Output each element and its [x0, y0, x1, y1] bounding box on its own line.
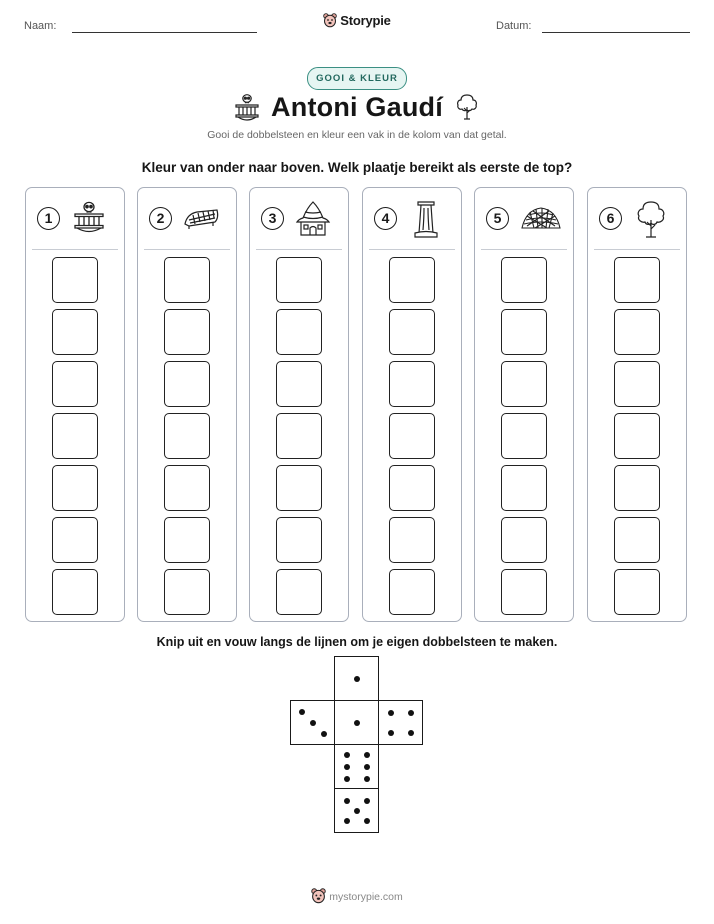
column-number: 2: [149, 207, 172, 230]
color-box[interactable]: [389, 465, 435, 511]
color-box[interactable]: [501, 361, 547, 407]
bear-icon: [323, 13, 337, 31]
color-box[interactable]: [276, 517, 322, 563]
color-box[interactable]: [52, 413, 98, 459]
color-box[interactable]: [614, 569, 660, 615]
color-box[interactable]: [614, 257, 660, 303]
color-box[interactable]: [164, 361, 210, 407]
column-divider: [594, 249, 680, 250]
die-face: [334, 700, 379, 745]
bear-icon: [311, 888, 326, 907]
column-divider: [32, 249, 118, 250]
cut-instruction: Knip uit en vouw langs de lijnen om je eigen dobbelsteen te maken.: [156, 635, 558, 649]
color-box[interactable]: [164, 517, 210, 563]
color-box[interactable]: [276, 361, 322, 407]
color-box[interactable]: [276, 257, 322, 303]
color-box[interactable]: [52, 517, 98, 563]
date-line: [542, 32, 690, 33]
color-box[interactable]: [389, 413, 435, 459]
die-face: [334, 788, 379, 833]
subtitle: Gooi de dobbelsteen en kleur een vak in de kolom van dat getal.: [207, 129, 507, 141]
column-number: 5: [486, 207, 509, 230]
color-box[interactable]: [614, 465, 660, 511]
pip: [354, 720, 360, 726]
color-box[interactable]: [389, 309, 435, 355]
pip: [344, 752, 350, 758]
color-box[interactable]: [501, 413, 547, 459]
color-box[interactable]: [164, 465, 210, 511]
pip: [388, 710, 394, 716]
column-number: 1: [37, 207, 60, 230]
pip: [408, 710, 414, 716]
color-box[interactable]: [52, 257, 98, 303]
pip: [344, 798, 350, 804]
column-number: 4: [374, 207, 397, 230]
die-face: [334, 744, 379, 789]
page-title: Antoni Gaudí: [271, 92, 443, 122]
column-divider: [144, 249, 230, 250]
date-label: Datum:: [496, 20, 532, 32]
color-box[interactable]: [389, 569, 435, 615]
color-box[interactable]: [52, 361, 98, 407]
pip: [364, 764, 370, 770]
footer: [0, 888, 714, 907]
color-box[interactable]: [501, 517, 547, 563]
color-box[interactable]: [276, 569, 322, 615]
color-box[interactable]: [501, 569, 547, 615]
instruction: Kleur van onder naar boven. Welk plaatje bereikt als eerste de top?: [141, 160, 573, 175]
color-box[interactable]: [276, 413, 322, 459]
stone-bench-icon: [183, 200, 221, 241]
column-number: 3: [261, 207, 284, 230]
color-box[interactable]: [52, 569, 98, 615]
name-label: Naam:: [24, 20, 57, 32]
color-box[interactable]: [389, 257, 435, 303]
activity-badge: GOOI & KLEUR: [307, 67, 407, 90]
color-box[interactable]: [501, 309, 547, 355]
pip: [310, 720, 316, 726]
color-box[interactable]: [614, 361, 660, 407]
color-box[interactable]: [614, 309, 660, 355]
die-face: [290, 700, 335, 745]
pip: [354, 676, 360, 682]
color-box[interactable]: [501, 465, 547, 511]
color-box[interactable]: [614, 517, 660, 563]
column-divider: [256, 249, 342, 250]
pip: [344, 764, 350, 770]
brand-logo: [0, 13, 714, 31]
pip: [354, 808, 360, 814]
column-divider: [369, 249, 455, 250]
pip: [344, 818, 350, 824]
color-box[interactable]: [389, 517, 435, 563]
dragon-scale-roof-icon: [520, 200, 562, 239]
color-box[interactable]: [276, 465, 322, 511]
color-box[interactable]: [276, 309, 322, 355]
color-box[interactable]: [164, 569, 210, 615]
color-box[interactable]: [52, 465, 98, 511]
die-face: [334, 656, 379, 701]
tree-icon: [633, 200, 669, 245]
column-6: [587, 187, 687, 622]
column-divider: [481, 249, 567, 250]
brand-name: Storypie: [340, 13, 391, 28]
color-box[interactable]: [164, 413, 210, 459]
column-3: [249, 187, 349, 622]
column-number: 6: [599, 207, 622, 230]
pip: [299, 709, 305, 715]
color-box[interactable]: [164, 257, 210, 303]
pip: [364, 752, 370, 758]
color-box[interactable]: [614, 413, 660, 459]
footer-url[interactable]: mystorypie.com: [329, 891, 403, 903]
tree-icon: [455, 93, 479, 126]
pip: [388, 730, 394, 736]
pip: [321, 731, 327, 737]
slanted-column-icon: [408, 200, 444, 245]
pip: [344, 776, 350, 782]
pip: [408, 730, 414, 736]
die-face: [378, 700, 423, 745]
name-line: [72, 32, 257, 33]
pip: [364, 798, 370, 804]
pip: [364, 776, 370, 782]
pip: [364, 818, 370, 824]
column-5: [474, 187, 574, 622]
color-box[interactable]: [52, 309, 98, 355]
color-box[interactable]: [389, 361, 435, 407]
color-box[interactable]: [501, 257, 547, 303]
color-box[interactable]: [164, 309, 210, 355]
gingerbread-house-icon: [295, 200, 331, 243]
column-4: [362, 187, 462, 622]
column-2: [137, 187, 237, 622]
column-1: [25, 187, 125, 622]
skull-balcony-icon: [71, 200, 107, 241]
